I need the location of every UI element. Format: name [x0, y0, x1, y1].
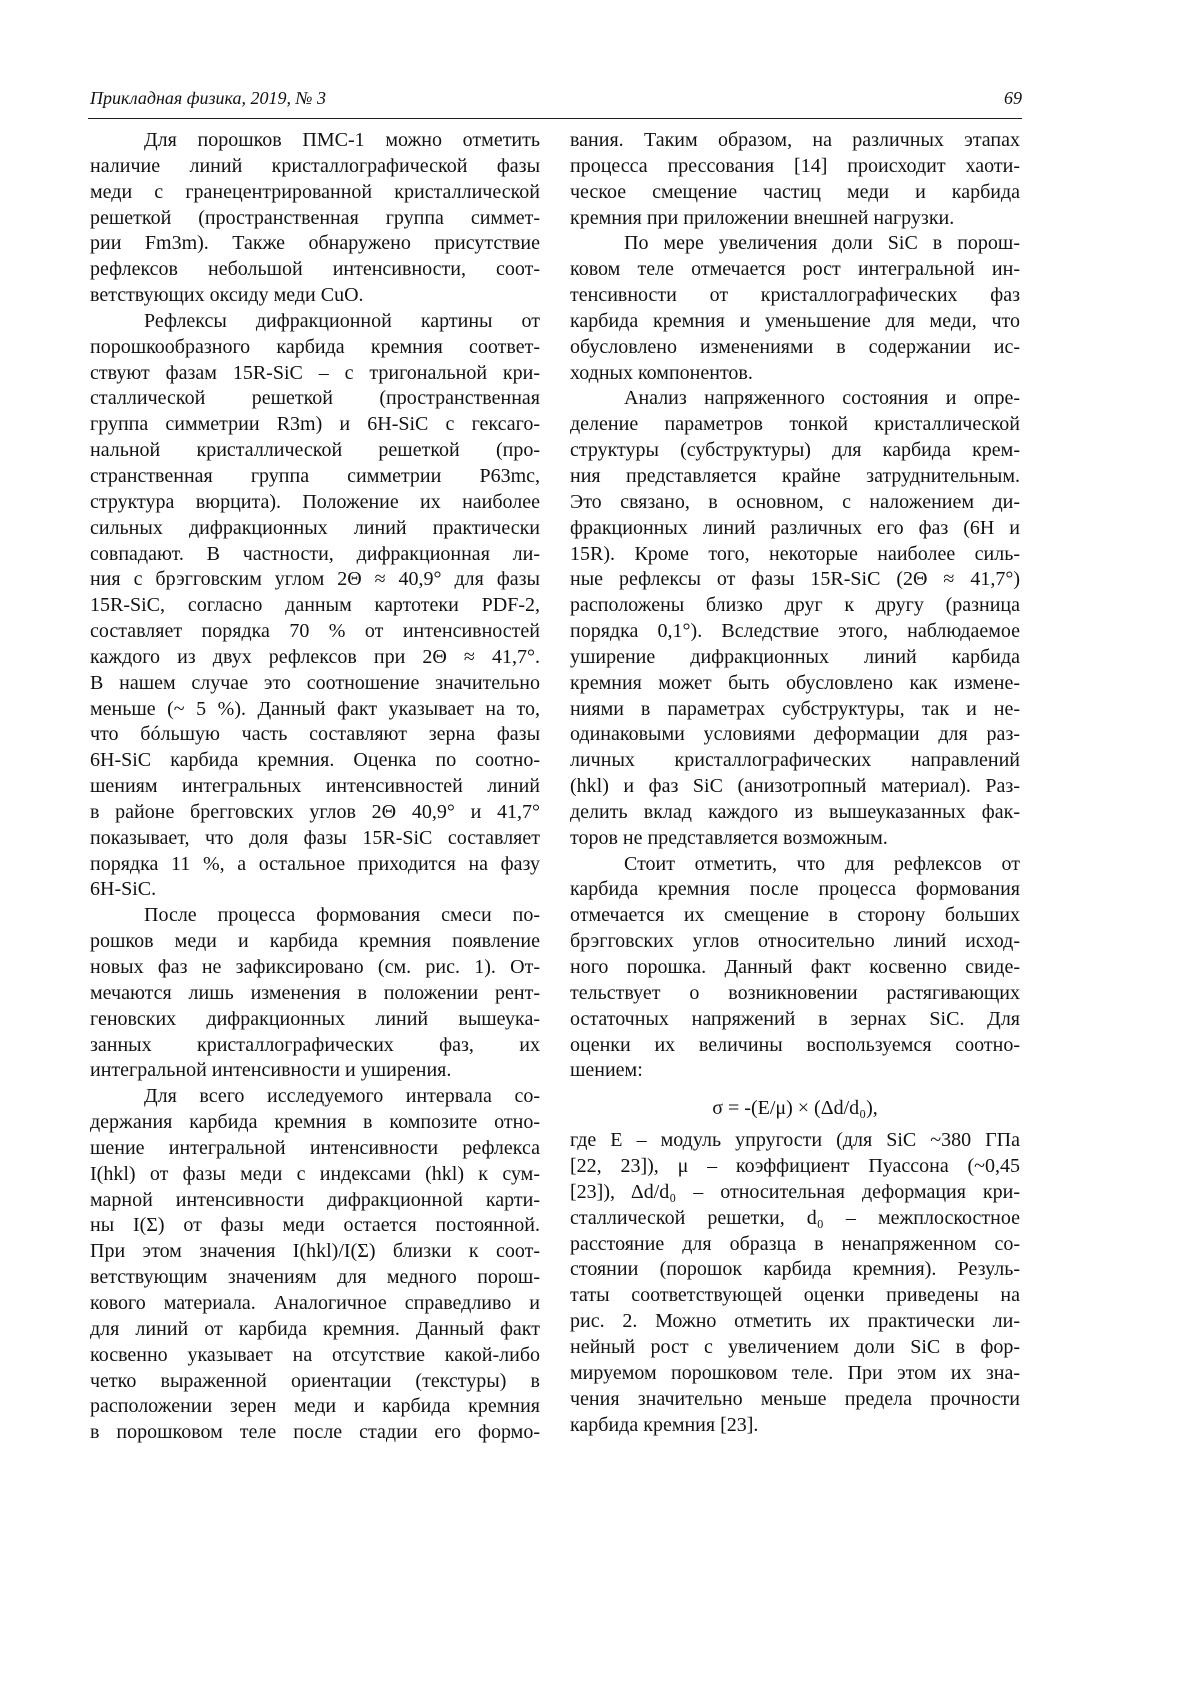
text-line: ветствующим значениям для медного порош- — [90, 1265, 540, 1291]
text-line: рошков меди и карбида кремния появление — [90, 929, 540, 955]
text-line: Для всего исследуемого интервала со- — [90, 1084, 540, 1110]
right-column — [570, 128, 1020, 1438]
text-line: кремния при приложении внешней нагрузки. — [570, 206, 1020, 232]
paragraph — [90, 1084, 540, 1446]
paragraph — [90, 128, 540, 309]
text-line: одинаковыми условиями деформации для раз- — [570, 722, 1020, 748]
text-line: геновских дифракционных линий вышеука- — [90, 1007, 540, 1033]
text-line: отмечается их смещение в сторону больших — [570, 903, 1020, 929]
text-line: решеткой (пространственная группа симмет- — [90, 206, 540, 232]
text-line: рии Fm3m). Также обнаружено присутствие — [90, 231, 540, 257]
text-line: чения значительно меньше предела прочности — [570, 1387, 1020, 1413]
text-line: Стоит отметить, что для рефлексов от — [570, 852, 1020, 878]
text-line: ходных компонентов. — [570, 361, 1020, 387]
text-line: меньше (~ 5 %). Данный факт указывает на то, — [90, 697, 540, 723]
text-line: в порошковом теле после стадии его формо- — [90, 1420, 540, 1446]
journal-title: Прикладная физика, 2019, № 3 — [90, 88, 326, 108]
text-line: ниями в параметрах субструктуры, так и не- — [570, 697, 1020, 723]
text-line: порошкообразного карбида кремния соответ- — [90, 335, 540, 361]
paragraph — [570, 128, 1020, 231]
formula: σ = -(E/μ) × (Δd/d₀), — [570, 1084, 1020, 1128]
text-line: обусловлено изменениями в содержании ис- — [570, 335, 1020, 361]
paragraph — [90, 903, 540, 1084]
text-line: расположении зерен меди и карбида кремния — [90, 1394, 540, 1420]
text-line: ния с брэгговским углом 2Θ ≈ 40,9° для фазы — [90, 567, 540, 593]
text-line: кового материала. Аналогичное справедливо и — [90, 1291, 540, 1317]
text-line: брэгговских углов относительно линий исход- — [570, 929, 1020, 955]
text-line: личных кристаллографических направлений — [570, 748, 1020, 774]
text-line: Это связано, в основном, с наложением ди- — [570, 490, 1020, 516]
text-line: I(hkl) от фазы меди с индексами (hkl) к сум- — [90, 1162, 540, 1188]
text-line: что бóльшую часть составляют зерна фазы — [90, 722, 540, 748]
text-line: в районе брегговских углов 2Θ 40,9° и 41,7° — [90, 800, 540, 826]
text-line: карбида кремния после процесса формования — [570, 877, 1020, 903]
text-line: уширение дифракционных линий карбида — [570, 645, 1020, 671]
text-line: новых фаз не зафиксировано (см. рис. 1). От- — [90, 955, 540, 981]
text-line: нейный рост с увеличением доли SiC в фор- — [570, 1335, 1020, 1361]
text-line: сталлической решеткой (пространственная — [90, 386, 540, 412]
text-line: ны I(Σ) от фазы меди остается постоянной. — [90, 1213, 540, 1239]
text-line: деление параметров тонкой кристаллической — [570, 412, 1020, 438]
text-line: 6H-SiC карбида кремния. Оценка по соотно- — [90, 748, 540, 774]
text-line: По мере увеличения доли SiC в порош- — [570, 231, 1020, 257]
text-line: рис. 2. Можно отметить их практически ли- — [570, 1309, 1020, 1335]
text-line: (hkl) и фаз SiC (анизотропный материал). Раз- — [570, 774, 1020, 800]
text-line: шениям интегральных интенсивностей линий — [90, 774, 540, 800]
text-line: порядка 11 %, а остальное приходится на фазу — [90, 852, 540, 878]
text-line: интегральной интенсивности и уширения. — [90, 1058, 540, 1084]
text-line: Анализ напряженного состояния и опре- — [570, 386, 1020, 412]
paragraph — [570, 852, 1020, 1085]
text-line: мируемом порошковом теле. При этом их зна- — [570, 1361, 1020, 1387]
running-header — [90, 88, 1022, 109]
text-line: После процесса формования смеси по- — [90, 903, 540, 929]
text-line: кремния может быть обусловлено как измене- — [570, 671, 1020, 697]
text-line: ные рефлексы от фазы 15R-SiC (2Θ ≈ 41,7°) — [570, 567, 1020, 593]
text-line: карбида кремния и уменьшение для меди, что — [570, 309, 1020, 335]
text-line: группа симметрии R3m) и 6H-SiC с гексаго- — [90, 412, 540, 438]
text-line: шение интегральной интенсивности рефлекса — [90, 1136, 540, 1162]
text-line: порядка 0,1°). Вследствие этого, наблюдаемое — [570, 619, 1020, 645]
text-line: делить вклад каждого из вышеуказанных фак- — [570, 800, 1020, 826]
text-line: косвенно указывает на отсутствие какой-либо — [90, 1343, 540, 1369]
text-line: составляет порядка 70 % от интенсивностей — [90, 619, 540, 645]
text-line: нальной кристаллической решеткой (про- — [90, 438, 540, 464]
text-line: тенсивности от кристаллографических фаз — [570, 283, 1020, 309]
text-line: фракционных линий различных его фаз (6H и — [570, 516, 1020, 542]
text-line: держания карбида кремния в композите отно- — [90, 1110, 540, 1136]
text-line: вания. Таким образом, на различных этапах — [570, 128, 1020, 154]
text-line: ного порошка. Данный факт косвенно свиде- — [570, 955, 1020, 981]
paragraph — [90, 309, 540, 903]
text-line: торов не представляется возможным. — [570, 826, 1020, 852]
text-line: странственная группа симметрии P63mc, — [90, 464, 540, 490]
text-line: оценки их величины воспользуемся соотно- — [570, 1033, 1020, 1059]
text-line: расположены близко друг к другу (разница — [570, 593, 1020, 619]
text-line: карбида кремния [23]. — [570, 1413, 1020, 1439]
text-line: структура вюрцита). Положение их наиболее — [90, 490, 540, 516]
text-line: показывает, что доля фазы 15R-SiC составляет — [90, 826, 540, 852]
text-line: шением: — [570, 1058, 1020, 1084]
text-line: для линий от карбида кремния. Данный факт — [90, 1317, 540, 1343]
paragraph — [570, 1128, 1020, 1438]
text-line: ствуют фазам 15R-SiC – с тригональной кри- — [90, 361, 540, 387]
text-line: ковом теле отмечается рост интегральной ин- — [570, 257, 1020, 283]
text-line: ветствующих оксиду меди CuO. — [90, 283, 540, 309]
text-line: четко выраженной ориентации (текстуры) в — [90, 1369, 540, 1395]
paragraph — [570, 386, 1020, 851]
text-line: марной интенсивности дифракционной карти- — [90, 1188, 540, 1214]
text-line: сталлической решетки, d₀ – межплоскостное — [570, 1206, 1020, 1232]
text-line: занных кристаллографических фаз, их — [90, 1033, 540, 1059]
text-line: мечаются лишь изменения в положении рент- — [90, 981, 540, 1007]
text-line: 15R-SiC, согласно данным картотеки PDF-2, — [90, 593, 540, 619]
text-line: При этом значения I(hkl)/I(Σ) близки к соот- — [90, 1239, 540, 1265]
left-column — [90, 128, 540, 1446]
text-line: остаточных напряжений в зернах SiC. Для — [570, 1007, 1020, 1033]
text-line: расстояние для образца в ненапряженном со- — [570, 1232, 1020, 1258]
text-line: таты соответствующей оценки приведены на — [570, 1283, 1020, 1309]
text-line: рефлексов небольшой интенсивности, соот- — [90, 257, 540, 283]
text-line: наличие линий кристаллографической фазы — [90, 154, 540, 180]
page-number: 69 — [1004, 88, 1022, 109]
text-line: стоянии (порошок карбида кремния). Резуль- — [570, 1257, 1020, 1283]
text-line: каждого из двух рефлексов при 2Θ ≈ 41,7°. — [90, 645, 540, 671]
header-rule — [88, 118, 1022, 119]
text-line: Для порошков ПМС-1 можно отметить — [90, 128, 540, 154]
text-line: В нашем случае это соотношение значительно — [90, 671, 540, 697]
text-line: [22, 23]), μ – коэффициент Пуассона (~0,45 — [570, 1154, 1020, 1180]
text-line: тельствует о возникновении растягивающих — [570, 981, 1020, 1007]
text-line: 6H-SiC. — [90, 877, 540, 903]
text-line: где E – модуль упругости (для SiC ~380 ГПа — [570, 1128, 1020, 1154]
text-line: сильных дифракционных линий практически — [90, 516, 540, 542]
text-line: меди с гранецентрированной кристаллической — [90, 180, 540, 206]
text-line: Рефлексы дифракционной картины от — [90, 309, 540, 335]
text-line: структуры (субструктуры) для карбида крем- — [570, 438, 1020, 464]
text-line: совпадают. В частности, дифракционная ли- — [90, 542, 540, 568]
text-line: 15R). Кроме того, некоторые наиболее силь- — [570, 542, 1020, 568]
text-line: процесса прессования [14] происходит хаоти- — [570, 154, 1020, 180]
text-line: ческое смещение частиц меди и карбида — [570, 180, 1020, 206]
text-line: [23]), Δd/d₀ – относительная деформация кри- — [570, 1180, 1020, 1206]
text-line: ния представляется крайне затруднительным. — [570, 464, 1020, 490]
paragraph — [570, 231, 1020, 386]
